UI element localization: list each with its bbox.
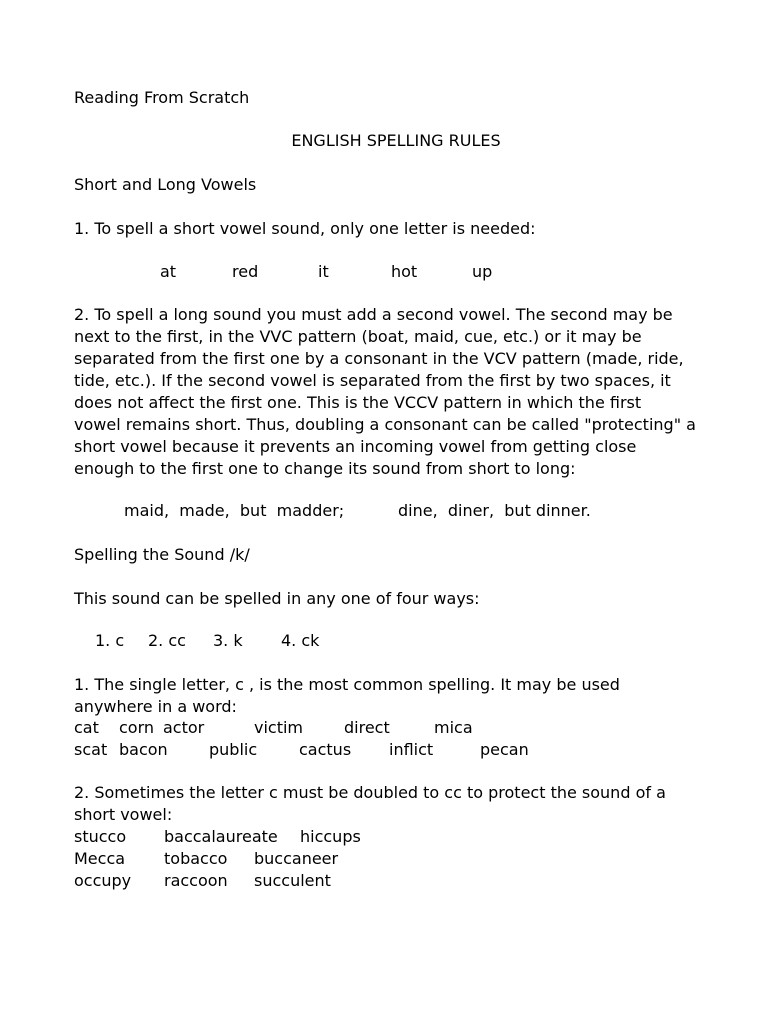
- example-word: inflict: [389, 740, 434, 759]
- example-word: bacon: [119, 740, 168, 759]
- example-word: red: [232, 262, 259, 281]
- example-word: scat: [74, 740, 108, 759]
- document-title: ENGLISH SPELLING RULES: [291, 131, 501, 150]
- document-header: Reading From Scratch: [74, 88, 250, 107]
- example-word: direct: [344, 718, 390, 737]
- double-c-words-row: [0, 826, 768, 848]
- rule-single-c: [74, 674, 694, 718]
- short-vowel-examples: [0, 261, 768, 283]
- paragraph-line: short vowel because it prevents an incoming vowel from getting close: [74, 437, 637, 456]
- rule-double-c: [74, 782, 694, 826]
- paragraph-line: short vowel:: [74, 805, 173, 824]
- example-word: corn: [119, 718, 155, 737]
- example-word: actor: [163, 718, 205, 737]
- example-word: occupy: [74, 871, 132, 890]
- paragraph-line: anywhere in a word:: [74, 697, 237, 716]
- example-word: cat: [74, 718, 99, 737]
- k-sound-intro: This sound can be spelled in any one of four ways:: [74, 589, 480, 608]
- paragraph-line: 2. Sometimes the letter c must be doubled to cc to protect the sound of a: [74, 783, 666, 802]
- example-word: hot: [391, 262, 418, 281]
- example-word: Mecca: [74, 849, 126, 868]
- example-word: raccoon: [164, 871, 228, 890]
- example-word: baccalaureate: [164, 827, 278, 846]
- paragraph-line: 1. The single letter, c , is the most common spelling. It may be used: [74, 675, 620, 694]
- example-word: hiccups: [300, 827, 361, 846]
- example-word: buccaneer: [254, 849, 339, 868]
- example-group-left: maid, made, but madder;: [124, 501, 345, 520]
- example-word: mica: [434, 718, 473, 737]
- example-word: cactus: [299, 740, 352, 759]
- way-item: 1. c: [95, 631, 125, 650]
- example-word: stucco: [74, 827, 127, 846]
- long-vowel-examples: [0, 500, 768, 522]
- paragraph-line: does not affect the first one. This is the VCCV pattern in which the first: [74, 393, 642, 412]
- paragraph-line: vowel remains short. Thus, doubling a consonant can be called "protecting" a: [74, 415, 696, 434]
- example-word: public: [209, 740, 258, 759]
- double-c-words-row: [0, 870, 768, 892]
- double-c-words-row: [0, 848, 768, 870]
- example-word: it: [318, 262, 329, 281]
- k-sound-ways: [0, 630, 768, 652]
- section-heading-vowels: Short and Long Vowels: [74, 175, 257, 194]
- paragraph-line: separated from the first one by a consonant in the VCV pattern (made, ride,: [74, 349, 684, 368]
- single-c-words-row: [0, 739, 768, 761]
- way-item: 3. k: [213, 631, 243, 650]
- rule-long-vowel: [74, 304, 694, 480]
- way-item: 2. cc: [148, 631, 186, 650]
- single-c-words-row: [0, 717, 768, 739]
- rule-short-vowel: 1. To spell a short vowel sound, only one letter is needed:: [74, 219, 536, 238]
- example-word: at: [160, 262, 177, 281]
- example-word: victim: [254, 718, 304, 737]
- section-heading-k-sound: Spelling the Sound /k/: [74, 545, 250, 564]
- paragraph-line: enough to the first one to change its sound from short to long:: [74, 459, 576, 478]
- example-group-right: dine, diner, but dinner.: [398, 501, 591, 520]
- example-word: pecan: [480, 740, 529, 759]
- paragraph-line: tide, etc.). If the second vowel is separated from the first by two spaces, it: [74, 371, 671, 390]
- paragraph-line: 2. To spell a long sound you must add a second vowel. The second may be: [74, 305, 673, 324]
- example-word: tobacco: [164, 849, 228, 868]
- example-word: succulent: [254, 871, 331, 890]
- way-item: 4. ck: [281, 631, 320, 650]
- example-word: up: [472, 262, 493, 281]
- paragraph-line: next to the first, in the VVC pattern (boat, maid, cue, etc.) or it may be: [74, 327, 642, 346]
